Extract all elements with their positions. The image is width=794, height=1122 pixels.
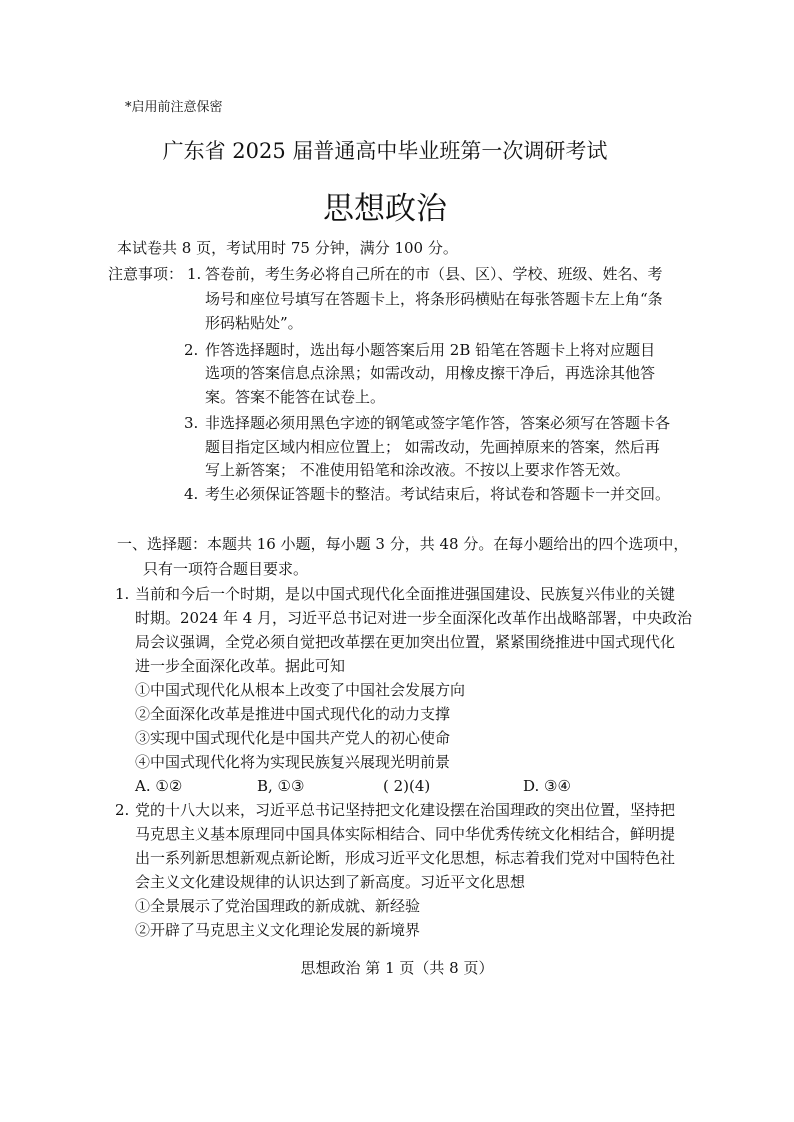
exam-title: 广东省 2025 届普通高中毕业班第一次调研考试 bbox=[162, 139, 608, 163]
option-d: D. ③④ bbox=[523, 777, 571, 795]
question-line: 进一步全面深化改革。据此可知 bbox=[135, 657, 346, 675]
subject-title: 思想政治 bbox=[323, 191, 447, 227]
confidential-note: *启用前注意保密 bbox=[125, 100, 223, 115]
notice-num: 3. bbox=[184, 414, 199, 432]
question-line: 时期。2024 年 4 月，习近平总书记对进一步全面深化改革作出战略部署，中央政治 bbox=[135, 609, 693, 627]
question-line: 党的十八大以来，习近平总书记坚持把文化建设摆在治国理政的突出位置，坚持把 bbox=[135, 801, 676, 819]
notice-line: 作答选择题时，选出每小题答案后用 2B 铅笔在答题卡上将对应题目 bbox=[205, 341, 656, 359]
notice-line: 答卷前，考生务必将自己所在的市（县、区）、学校、班级、姓名、考 bbox=[205, 265, 663, 283]
notice-line: 场号和座位号填写在答题卡上，将条形码横贴在每张答题卡左上角“条 bbox=[205, 290, 663, 308]
statement: ①全景展示了党治国理政的新成就、新经验 bbox=[135, 897, 421, 915]
question-line: 出一系列新思想新观点新论断，形成习近平文化思想，标志着我们党对中国特色社 bbox=[135, 849, 676, 867]
notice-num: 1. bbox=[187, 265, 202, 283]
question-number: 2. bbox=[115, 801, 130, 819]
exam-intro: 本试卷共 8 页，考试用时 75 分钟，满分 100 分。 bbox=[117, 239, 458, 257]
question-line: 会主义文化建设规律的认识达到了新高度。习近平文化思想 bbox=[135, 873, 526, 891]
notice-line: 写上新答案； 不准使用铅笔和涂改液。不按以上要求作答无效。 bbox=[205, 461, 630, 479]
notice-line: 考生必须保证答题卡的整洁。考试结束后，将试卷和答题卡一并交回。 bbox=[205, 485, 671, 503]
notice-line: 题目指定区域内相应位置上； 如需改动，先画掉原来的答案，然后再 bbox=[205, 438, 660, 456]
notice-num: 2. bbox=[184, 341, 199, 359]
question-line: 局会议强调，全党必须自觉把改革摆在更加突出位置，紧紧围绕推进中国式现代化 bbox=[135, 633, 676, 651]
notice-num: 4. bbox=[184, 485, 199, 503]
section-line: 一、选择题：本题共 16 小题，每小题 3 分，共 48 分。在每小题给出的四个选项中， bbox=[117, 535, 689, 553]
statement: ①中国式现代化从根本上改变了中国社会发展方向 bbox=[135, 681, 466, 699]
section-line: 只有一项符合题目要求。 bbox=[143, 560, 309, 578]
page-footer: 思想政治 第 1 页（共 8 页） bbox=[300, 959, 494, 977]
question-line: 马克思主义基本原理同中国具体实际相结合、同中华优秀传统文化相结合，鲜明提 bbox=[135, 825, 676, 843]
notice-line: 形码粘贴处”。 bbox=[205, 314, 303, 332]
statement: ③实现中国式现代化是中国共产党人的初心使命 bbox=[135, 729, 451, 747]
notice-line: 案。答案不能答在试卷上。 bbox=[205, 388, 386, 406]
question-line: 当前和今后一个时期，是以中国式现代化全面推进强国建设、民族复兴伟业的关键 bbox=[135, 585, 676, 603]
notice-line: 非选择题必须用黑色字迹的钢笔或签字笔作答，答案必须写在答题卡各 bbox=[205, 414, 671, 432]
option-a: A. ①② bbox=[135, 777, 183, 795]
statement: ②全面深化改革是推进中国式现代化的动力支撑 bbox=[135, 705, 451, 723]
statement: ④中国式现代化将为实现民族复兴展现光明前景 bbox=[135, 753, 451, 771]
notice-line: 选项的答案信息点涂黑；如需改动，用橡皮擦干净后，再选涂其他答 bbox=[205, 364, 656, 382]
notice-label: 注意事项： bbox=[108, 265, 184, 283]
question-number: 1. bbox=[115, 585, 130, 603]
option-b: B, ①③ bbox=[257, 777, 305, 795]
option-c: ( 2)(4) bbox=[383, 777, 431, 795]
statement: ②开辟了马克思主义文化理论发展的新境界 bbox=[135, 921, 421, 939]
